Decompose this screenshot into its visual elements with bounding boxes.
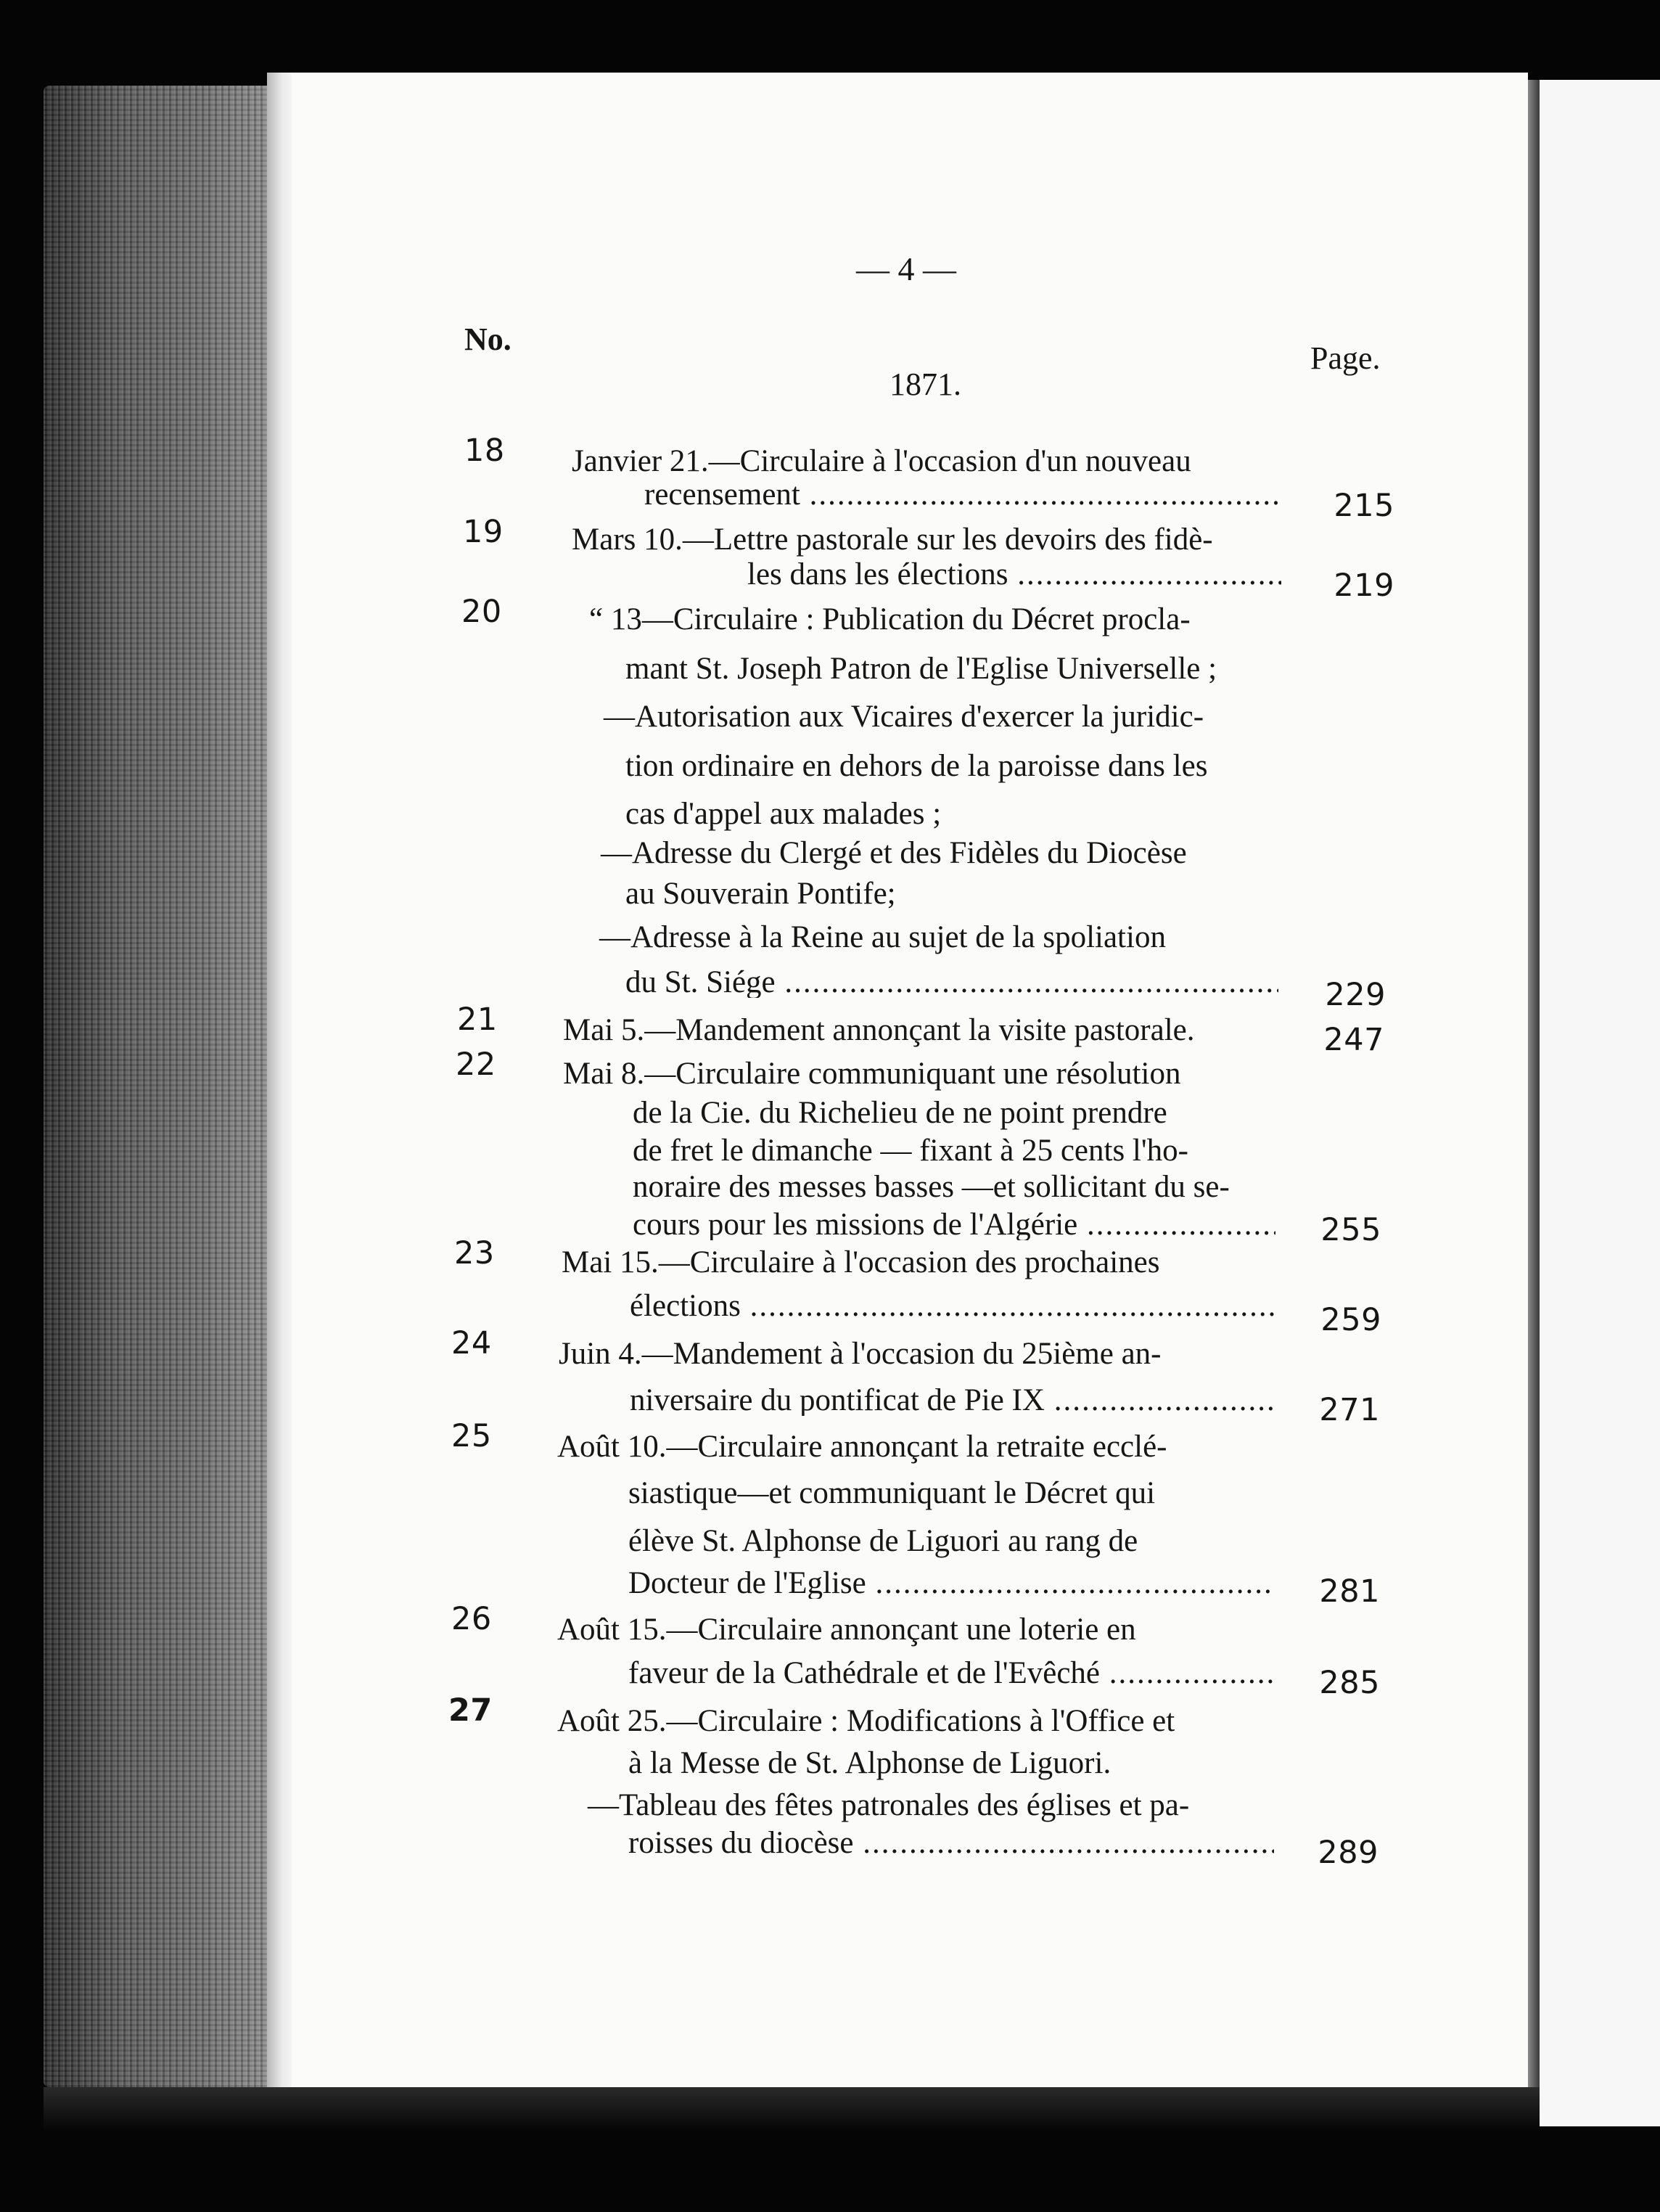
entry-page-ref: 215 [1334, 488, 1394, 524]
entry-line: de la Cie. du Richelieu de ne point prendre [633, 1096, 1167, 1130]
entry-line: Mai 8.—Circulaire communiquant une résolution [563, 1057, 1181, 1091]
entry-page-ref: 281 [1319, 1573, 1380, 1610]
entry-line: —Autorisation aux Vicaires d'exercer la juridic- [604, 700, 1204, 734]
entry-line: cas d'appel aux malades ; [625, 797, 942, 831]
entry-line-leader: niversaire du pontificat de Pie IX ..... [630, 1385, 1275, 1416]
entry-page-ref: 247 [1323, 1022, 1384, 1058]
entry-line: Août 25.—Circulaire : Modifications à l'Office et [557, 1704, 1175, 1738]
entry-line: Août 10.—Circulaire annonçant la retraite ecclé- [557, 1430, 1167, 1464]
entry-line: —Adresse du Clergé et des Fidèles du Diocèse [601, 836, 1187, 870]
entry-line: siastique—et communiquant le Décret qui [628, 1476, 1156, 1510]
entry-line-leader: du St. Siége ..... [625, 967, 1278, 998]
entry-line: —Tableau des fêtes patronales des églises et pa- [588, 1788, 1190, 1822]
gutter-margin [267, 73, 292, 2097]
page-edge-shadow [1528, 80, 1540, 2126]
adjacent-page [1540, 80, 1660, 2126]
entry-line: Mai 15.—Circulaire à l'occasion des prochaines [562, 1245, 1160, 1279]
entry-line-leader: Docteur de l'Eglise ..... [628, 1568, 1274, 1599]
entry-number: 23 [454, 1235, 495, 1271]
entry-line: de fret le dimanche — fixant à 25 cents l'ho- [633, 1134, 1188, 1168]
entry-number: 27 [448, 1692, 493, 1729]
entry-line: noraire des messes basses —et sollicitant du se- [633, 1170, 1230, 1204]
entry-number: 26 [451, 1601, 492, 1637]
entry-line: mant St. Joseph Patron de l'Eglise Universelle ; [625, 652, 1217, 686]
entry-line-leader: les dans les élections ..... [747, 559, 1281, 590]
entry-page-ref: 259 [1320, 1302, 1381, 1338]
entry-number: 20 [461, 594, 502, 630]
column-heading-page: Page. [1310, 340, 1381, 376]
entry-line: Mai 5.—Mandement annonçant la visite pastorale. [563, 1013, 1195, 1047]
entry-page-ref: 219 [1334, 568, 1394, 604]
entry-line: au Souverain Pontife; [625, 877, 896, 911]
entry-line: “ 13—Circulaire : Publication du Décret procla- [589, 602, 1191, 636]
entry-line: Janvier 21.—Circulaire à l'occasion d'un nouveau [572, 444, 1191, 478]
entry-line: élève St. Alphonse de Liguori au rang de [628, 1524, 1138, 1558]
entry-line: Juin 4.—Mandement à l'occasion du 25ième an- [559, 1337, 1162, 1371]
entry-page-ref: 285 [1319, 1665, 1380, 1701]
bottom-shadow [44, 2087, 1540, 2131]
year-heading: 1871. [889, 366, 961, 402]
entry-line: tion ordinaire en dehors de la paroisse dans les [625, 749, 1208, 783]
entry-line-leader: recensement ..... [644, 479, 1283, 510]
entry-page-ref: 229 [1325, 977, 1386, 1013]
entry-number: 25 [451, 1418, 492, 1454]
folio-page-number: — 4 — [856, 250, 956, 287]
book-page-edges [44, 86, 267, 2087]
entry-page-ref: 271 [1319, 1392, 1380, 1428]
entry-page-ref: 289 [1318, 1835, 1378, 1871]
entry-line: à la Messe de St. Alphonse de Liguori. [628, 1746, 1112, 1780]
entry-number: 24 [451, 1325, 492, 1361]
entry-line: Août 15.—Circulaire annonçant une loterie en [557, 1613, 1136, 1647]
entry-line-leader: roisses du diocèse ..... [628, 1827, 1274, 1859]
entry-line-leader: cours pour les missions de l'Algérie ..... [633, 1209, 1275, 1240]
entry-number: 19 [463, 514, 504, 550]
column-heading-no: No. [464, 321, 511, 357]
entry-number: 21 [457, 1001, 498, 1038]
entry-line-leader: élections ..... [630, 1290, 1275, 1322]
entry-number: 22 [456, 1046, 496, 1083]
entry-number: 18 [464, 433, 505, 469]
entry-page-ref: 255 [1320, 1212, 1381, 1248]
entry-line: Mars 10.—Lettre pastorale sur les devoirs des fidè- [572, 523, 1213, 557]
entry-line: —Adresse à la Reine au sujet de la spoliation [599, 920, 1166, 954]
entry-line-leader: faveur de la Cathédrale et de l'Evêché ..... [628, 1658, 1274, 1689]
